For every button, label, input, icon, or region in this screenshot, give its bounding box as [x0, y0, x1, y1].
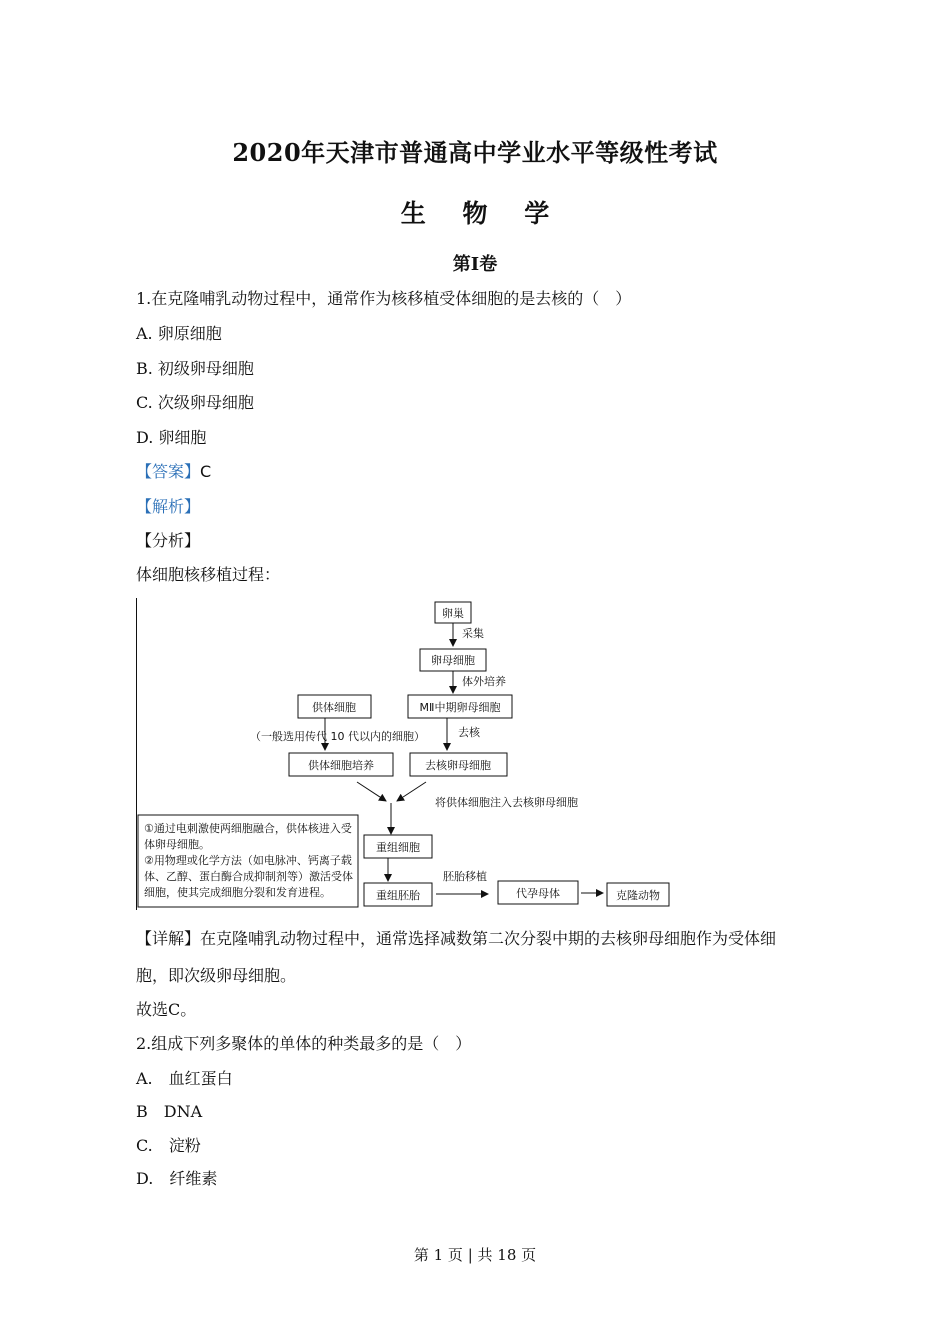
volume-heading: 第Ⅰ卷 [452, 254, 498, 275]
donor-culture-label: 供体细胞培养 [308, 759, 374, 772]
note-line-4: 体、乙醇、蛋白酶合成抑制剂等）激活受体 [144, 870, 353, 883]
arrow-merge-right [397, 782, 426, 801]
enucleate-label: 去核 [458, 726, 480, 739]
detail-text-1: 在克隆哺乳动物过程中，通常选择减数第二次分裂中期的去核卵母细胞作为受体细 [200, 929, 777, 948]
clone-label: 克隆动物 [616, 889, 660, 902]
note-line-5: 细胞，使其完成细胞分裂和发育进程。 [144, 886, 331, 899]
surrogate-label: 代孕母体 [516, 887, 560, 900]
question-1-option-b: B. 初级卵母细胞 [136, 359, 254, 378]
fenxi-label: 【分析】 [136, 531, 201, 550]
subject-title: 生 物 学 [400, 199, 564, 228]
answer-line [136, 459, 211, 482]
question-2-option-a: A. 血红蛋白 [136, 1069, 233, 1088]
enucleated-oocyte-label: 去核卵母细胞 [425, 759, 491, 772]
nuclear-transfer-diagram [136, 598, 672, 910]
answer-value: C [200, 462, 212, 481]
donor-cell-label: 供体细胞 [312, 701, 356, 714]
question-2-option-c: C. 淀粉 [136, 1136, 201, 1155]
analysis-label: 【解析】 [136, 497, 201, 516]
question-2-option-d: D. 纤维素 [136, 1169, 218, 1188]
oocyte-label: 卵母细胞 [431, 654, 475, 667]
detail-line-2: 胞，即次级卵母细胞。 [136, 966, 297, 985]
note-line-2: 体卵母细胞。 [144, 838, 210, 851]
detail-line-1 [136, 926, 776, 949]
culture-label: 体外培养 [462, 675, 506, 688]
mii-oocyte-label: MⅡ中期卵母细胞 [419, 701, 501, 714]
answer-label: 【答案】 [136, 462, 201, 481]
question-2-option-b: B DNA [136, 1102, 203, 1121]
question-1-stem: 1.在克隆哺乳动物过程中，通常作为核移植受体细胞的是去核的（ ） [136, 289, 632, 308]
arrow-merge-left [357, 782, 386, 801]
donor-note: （一般选用传代 10 代以内的细胞） [250, 730, 425, 743]
note-line-1: ①通过电刺激使两细胞融合，供体核进入受 [144, 822, 352, 835]
question-1-option-a: A. 卵原细胞 [136, 324, 222, 343]
collect-label: 采集 [462, 627, 484, 640]
note-line-3: ②用物理或化学方法（如电脉冲、钙离子载 [144, 854, 352, 867]
recombined-cell-label: 重组细胞 [376, 841, 420, 854]
page-footer: 第 1 页 | 共 18 页 [413, 1246, 537, 1264]
ovary-label: 卵巢 [442, 607, 464, 620]
inject-note: 将供体细胞注入去核卵母细胞 [435, 796, 578, 809]
conclusion: 故选C。 [136, 1000, 197, 1019]
embryo-transfer-label: 胚胎移植 [443, 870, 487, 883]
question-1-option-d: D. 卵细胞 [136, 428, 207, 447]
detail-label: 【详解】 [136, 929, 201, 948]
question-1-option-c: C. 次级卵母细胞 [136, 393, 254, 412]
exam-title: 2020年天津市普通高中学业水平等级性考试 [232, 138, 718, 167]
recombined-embryo-label: 重组胚胎 [376, 889, 420, 902]
question-2-stem: 2.组成下列多聚体的单体的种类最多的是（ ） [136, 1034, 472, 1053]
process-intro: 体细胞核移植过程： [136, 565, 281, 584]
